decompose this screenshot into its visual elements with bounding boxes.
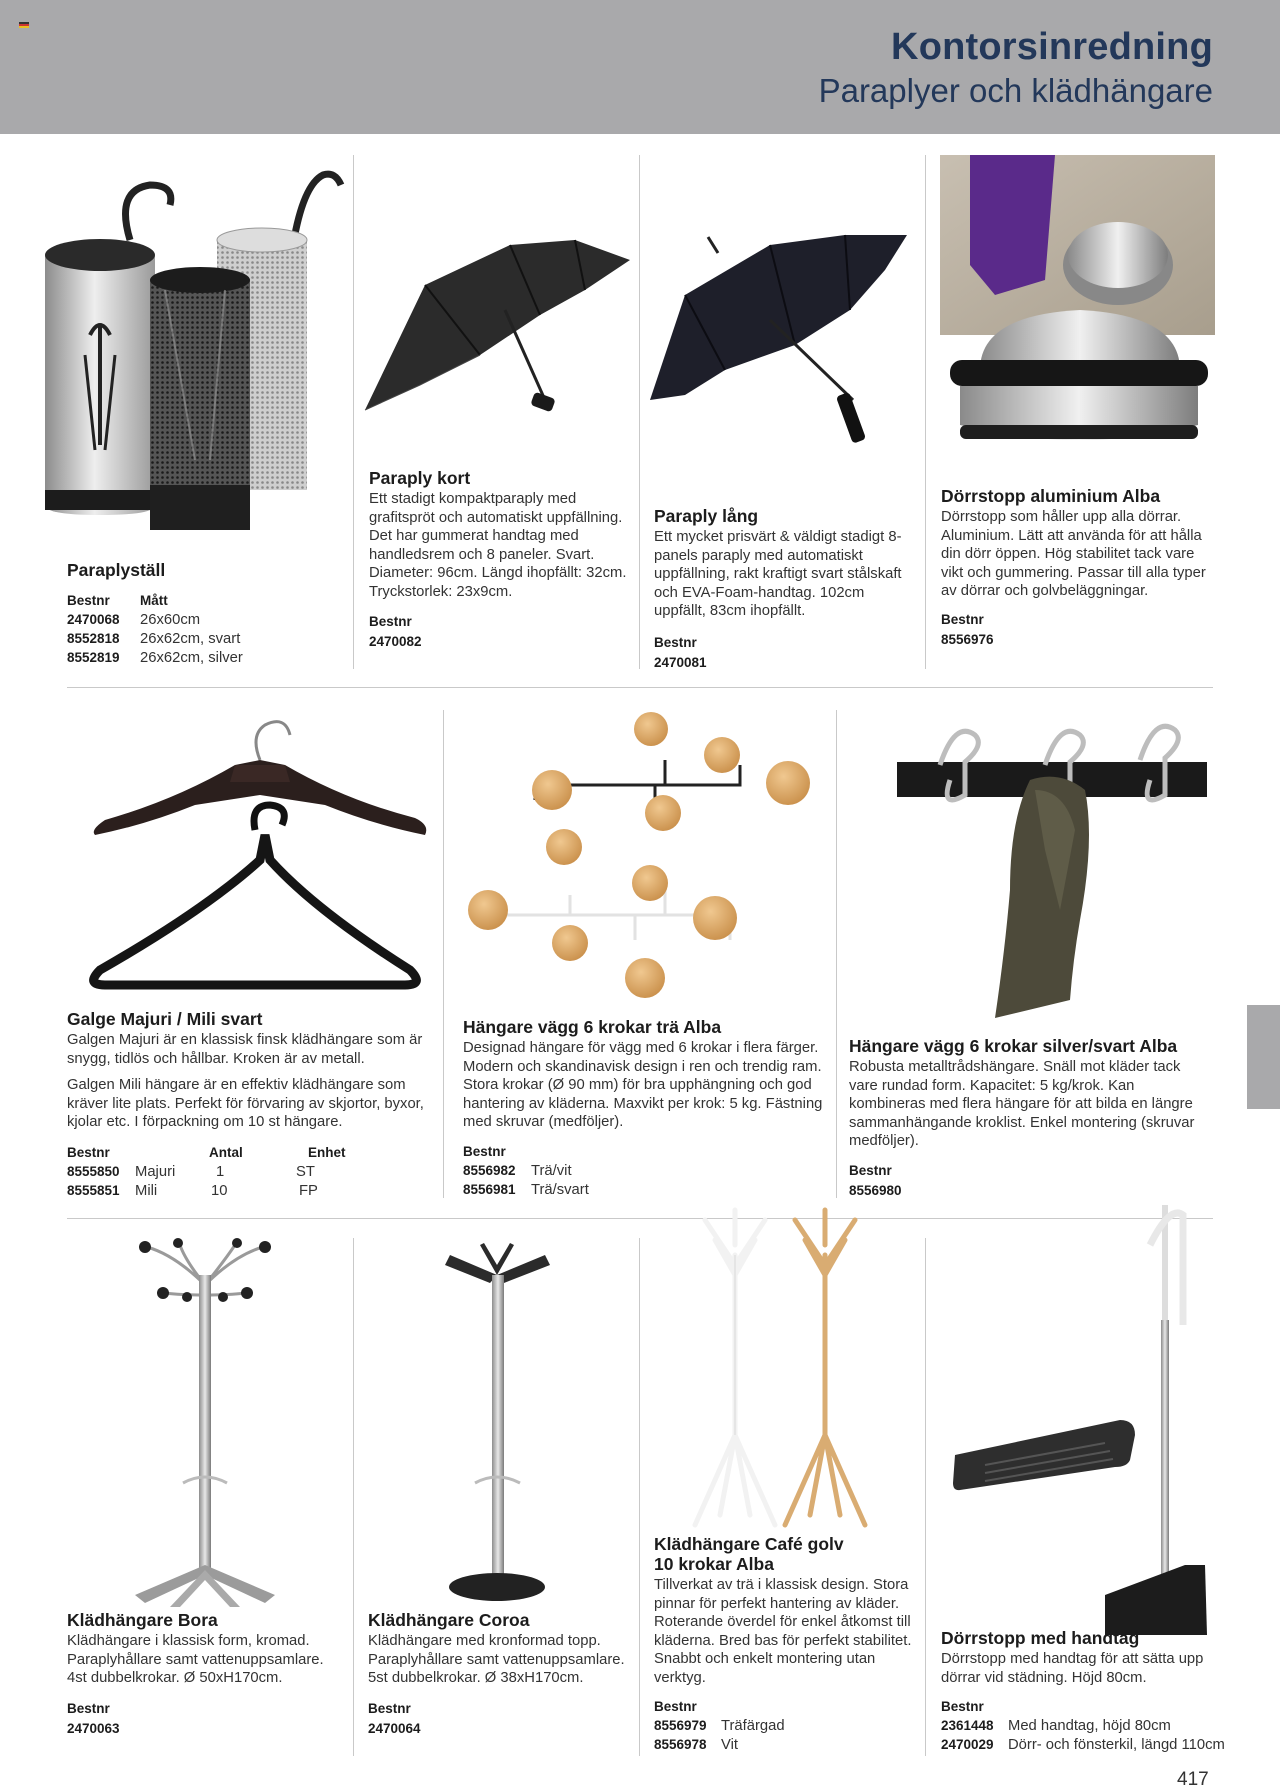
item-unit: ST	[296, 1163, 315, 1180]
product-title: Paraplyställ	[67, 560, 166, 580]
item-value: Trä/svart	[531, 1181, 589, 1198]
order-label: Bestnr	[369, 614, 412, 629]
product-description: Tillverkat av trä i klassisk design. Stora pinnar för perfekt hantering av kläder. Roterande överdel för enkel åtkomst till kläderna. Bred bas för perfekt stabilitet. Snabbt och enkelt montering utan verktyg.	[654, 1577, 912, 1686]
col-header: Antal	[209, 1144, 243, 1160]
product-title: Hängare vägg 6 krokar silver/svart Alba	[849, 1036, 1178, 1056]
item-qty: 10	[211, 1182, 228, 1199]
product-title: Dörrstopp aluminium Alba	[941, 486, 1161, 506]
item-value: 26x60cm	[140, 612, 201, 628]
item-name: Majuri	[135, 1163, 176, 1180]
product-description: Dörrstopp med handtag för att sätta upp dörrar vid städning. Höjd 80cm.	[941, 1651, 1204, 1686]
umbrella-stand-image	[45, 160, 355, 530]
product-paraply-lang	[654, 506, 916, 670]
divider	[925, 1238, 926, 1756]
product-description: Ett stadigt kompaktparaply med grafitspröt och automatiskt uppfällning. Det har gummerat handtag med handledsrem och 8 paneler. Svart. Diameter: 96cm. Längd ihopfällt: 32cm. Tryckstorlek: 23x9cm.	[369, 491, 627, 600]
aluminium-doorstop-image	[940, 155, 1215, 460]
order-code: 2470068	[67, 612, 120, 627]
order-label: Bestnr	[941, 611, 984, 627]
item-qty: 1	[216, 1163, 225, 1180]
product-title: Galge Majuri / Mili svart	[67, 1009, 263, 1029]
col-header: Bestnr	[67, 593, 110, 608]
order-label: Bestnr	[941, 1699, 984, 1714]
order-label: Bestnr	[368, 1700, 411, 1716]
divider	[639, 1238, 640, 1756]
cafe-coat-stand-image	[690, 1205, 875, 1535]
col-header: Mått	[140, 593, 168, 608]
product-description: Galgen Majuri är en klassisk finsk klädhängare som är snygg, tidlös och hållbar. Kroken är av metall.	[67, 1032, 423, 1067]
product-title: Klädhängare Bora	[67, 1610, 218, 1630]
product-title: Klädhängare Coroa	[368, 1610, 530, 1630]
wooden-wall-hanger-image	[460, 705, 830, 1005]
product-bora	[67, 1610, 347, 1736]
order-label: Bestnr	[654, 1699, 697, 1714]
order-code: 8552819	[67, 650, 120, 665]
product-title: Hängare vägg 6 krokar trä Alba	[463, 1017, 722, 1037]
order-code: 8556978	[654, 1737, 707, 1752]
hangers-image	[85, 700, 430, 1000]
order-code: 2470064	[368, 1720, 421, 1736]
divider	[925, 155, 926, 669]
divider	[443, 710, 444, 1198]
product-hangare-silver	[849, 1036, 1213, 1198]
divider	[353, 1238, 354, 1756]
product-title: Paraply lång	[654, 506, 759, 526]
order-code: 2470029	[941, 1737, 994, 1752]
item-value: Dörr- och fönsterkil, längd 110cm	[1008, 1737, 1225, 1753]
short-umbrella-image	[360, 225, 635, 425]
product-hangare-tra	[463, 1017, 829, 1199]
item-value: Trä/vit	[531, 1162, 572, 1179]
item-value: Med handtag, höjd 80cm	[1008, 1718, 1171, 1734]
product-description: Robusta metalltrådshängare. Snäll mot kläder tack vare rundad form. Kapacitet: 5 kg/krok. Kan kombineras med flera hängare för att bilda en längre sammanhängande kroklist. Enkel montering (skruvar medföljer).	[849, 1059, 1195, 1149]
silver-wall-hanger-image	[895, 700, 1215, 1030]
product-description: Galgen Mili hängare är en effektiv klädhängare som kräver lite plats. Perfekt för förvaring av skjortor, byxor, kjolar etc. I förpackning om 10 st hängare.	[67, 1077, 424, 1130]
order-code: 2470081	[654, 654, 707, 670]
product-title: Dörrstopp med handtag	[941, 1628, 1140, 1648]
product-dorrstopp-aluminium	[941, 486, 1213, 647]
product-cafe	[654, 1534, 919, 1754]
doorstop-handle-image	[945, 1205, 1215, 1635]
item-value: Träfärgad	[721, 1718, 785, 1734]
order-code: 2470082	[369, 634, 422, 649]
page-number: 417	[1177, 1769, 1209, 1790]
divider	[67, 687, 1213, 688]
order-code: 2361448	[941, 1718, 994, 1733]
order-code: 8556981	[463, 1181, 516, 1197]
bora-coat-stand-image	[125, 1235, 285, 1610]
product-dorrstopp-handtag	[941, 1628, 1241, 1754]
product-paraplystall	[67, 560, 347, 667]
order-code: 8555850	[67, 1163, 120, 1179]
order-label: Bestnr	[67, 1700, 110, 1716]
product-description: Dörrstopp som håller upp alla dörrar. Aluminium. Lätt att använda för att hålla din dörr öppen. Hög stabilitet tack vare vikt och gummering. Passar till alla typer av dörrar och golvbeläggningar.	[941, 509, 1206, 599]
order-code: 8556979	[654, 1718, 707, 1733]
order-code: 8555851	[67, 1182, 120, 1198]
product-description: Designad hängare för vägg med 6 krokar i flera färger. Modern och skandinavisk design i ren och trendig ram. Stora krokar (Ø 90 mm) för bra upphängning och god hantering av kläderna. Maxvikt per krok: 5 kg. Fästning med skruvar (medföljer).	[463, 1040, 823, 1130]
divider	[836, 710, 837, 1198]
product-coroa	[368, 1610, 633, 1736]
product-description: Klädhängare i klassisk form, kromad. Paraplyhållare samt vattenuppsamlare. 4st dubbelkrokar. Ø 50xH170cm.	[67, 1633, 324, 1686]
item-name: Mili	[135, 1182, 158, 1199]
long-umbrella-image	[645, 225, 920, 450]
divider	[639, 155, 640, 669]
product-title: Klädhängare Café golv 10 krokar Alba	[654, 1534, 844, 1574]
col-header: Enhet	[308, 1144, 346, 1160]
item-unit: FP	[299, 1182, 318, 1199]
product-paraply-kort	[369, 468, 629, 649]
order-code: 8556976	[941, 631, 994, 647]
order-label: Bestnr	[849, 1162, 892, 1178]
product-description: Klädhängare med kronformad topp. Paraplyhållare samt vattenuppsamlare. 5st dubbelkrokar. Ø 38xH170cm.	[368, 1633, 625, 1686]
order-label: Bestnr	[463, 1143, 506, 1159]
order-code: 8556982	[463, 1162, 516, 1178]
page-header	[0, 0, 1280, 134]
coroa-coat-stand-image	[440, 1235, 555, 1605]
order-code: 2470063	[67, 1720, 120, 1736]
product-galge	[67, 1009, 439, 1200]
product-title: Paraply kort	[369, 468, 471, 488]
flag-icon	[19, 22, 29, 28]
col-header: Bestnr	[67, 1144, 110, 1160]
item-value: 26x62cm, silver	[140, 650, 243, 666]
item-value: Vit	[721, 1737, 739, 1753]
page-title: Kontorsinredning	[891, 26, 1213, 68]
item-value: 26x62cm, svart	[140, 631, 241, 647]
order-code: 8556980	[849, 1182, 902, 1198]
order-code: 8552818	[67, 631, 120, 646]
order-label: Bestnr	[654, 634, 697, 650]
section-tab	[1247, 1005, 1280, 1109]
page-subtitle: Paraplyer och klädhängare	[818, 72, 1213, 109]
product-description: Ett mycket prisvärt & väldigt stadigt 8-panels paraply med automatiskt uppfällning, rakt kraftigt svart stålskaft och EVA-Foam-handtag. 102cm uppfällt, 83cm ihopfällt.	[654, 529, 902, 619]
